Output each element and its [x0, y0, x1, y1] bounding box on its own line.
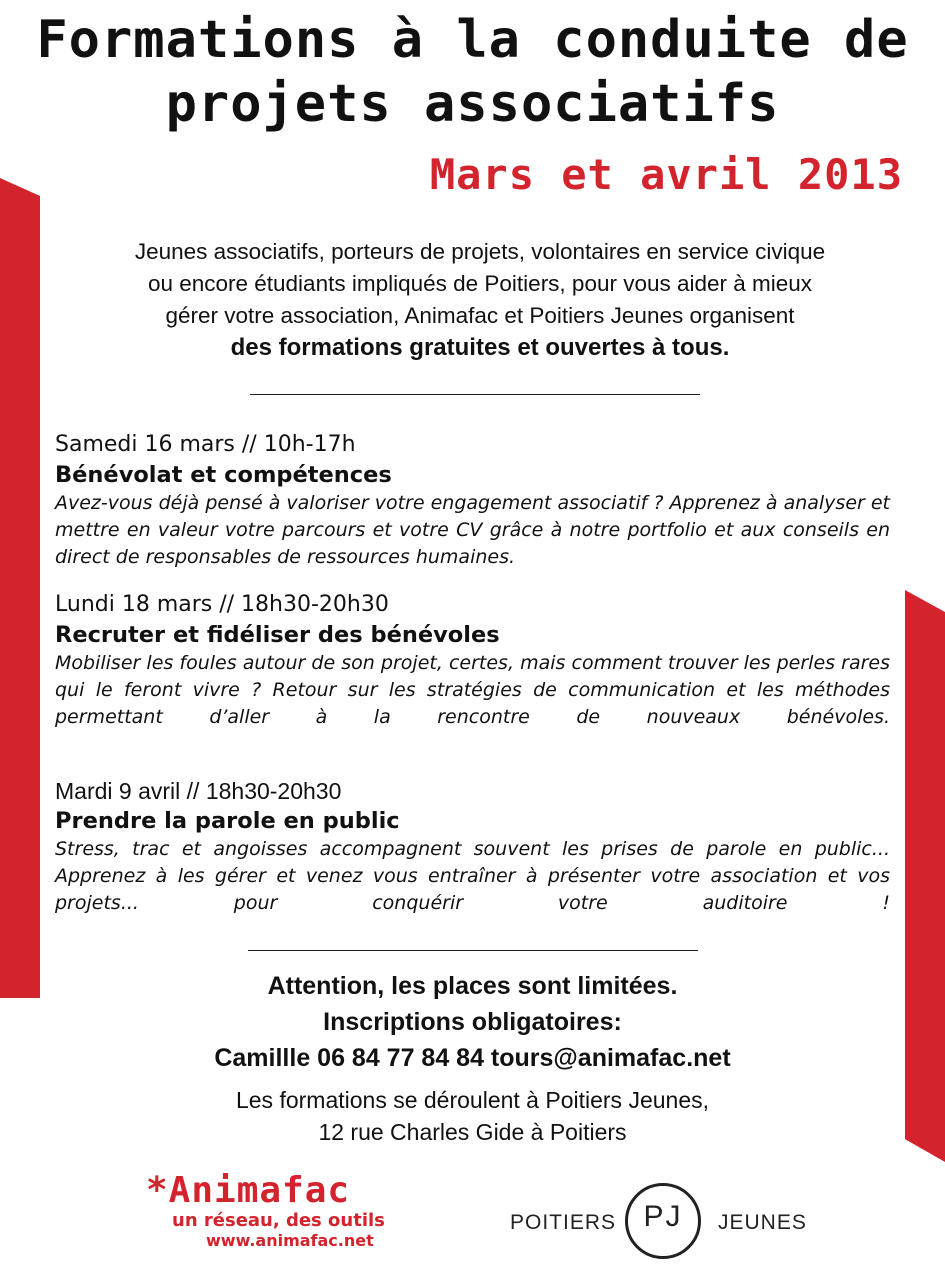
- session-2-description: Mobiliser les foules autour de son projet, certes, mais comment trouver les perles rares qui le feront vivre ? Retour sur les stratégies de communication et les méthodes permettant d’aller à la rencontre de nouveaux bénévoles.: [55, 652, 890, 728]
- session-3-topic: Prendre la parole en public: [55, 808, 400, 834]
- title-line-1: Formations à la conduite de: [36, 10, 909, 70]
- page-title: [0, 8, 945, 136]
- session-1-date: Samedi 16 mars // 10h-17h: [55, 432, 356, 457]
- animafac-logo-name: *Animafac: [146, 1170, 351, 1211]
- poitiers-jeunes-logo: [510, 1183, 810, 1259]
- venue-info: [0, 1084, 945, 1148]
- pj-logo-letters: PJ: [643, 1200, 683, 1233]
- session-2: [55, 590, 890, 731]
- session-3-date: Mardi 9 avril // 18h30-20h30: [55, 778, 342, 804]
- notice-line-2: Inscriptions obligatoires:: [323, 1008, 622, 1036]
- pj-logo-left-word: POITIERS: [510, 1211, 617, 1234]
- animafac-logo-url: www.animafac.net: [206, 1231, 374, 1250]
- intro-highlight: des formations gratuites et ouvertes à tous.: [230, 334, 730, 361]
- divider-top: [250, 394, 700, 395]
- session-2-date: Lundi 18 mars // 18h30-20h30: [55, 592, 389, 617]
- contact-line: Camillle 06 84 77 84 84 tours@animafac.net: [214, 1044, 731, 1072]
- venue-line-1: Les formations se déroulent à Poitiers Jeunes,: [235, 1087, 710, 1113]
- session-3: [55, 776, 890, 917]
- red-band-right: [905, 590, 945, 1162]
- animafac-logo-tagline: un réseau, des outils: [172, 1210, 385, 1231]
- session-2-topic: Recruter et fidéliser des bénévoles: [55, 622, 500, 648]
- title-line-2: projets associatifs: [165, 74, 780, 134]
- session-1-topic: Bénévolat et compétences: [55, 462, 392, 488]
- pj-logo-circle: [625, 1183, 701, 1259]
- registration-notice: [0, 968, 945, 1076]
- session-1-description: Avez-vous déjà pensé à valoriser votre engagement associatif ? Apprenez à analyser et mettre en valeur votre parcours et votre CV grâce à notre portfolio et aux conseils en direct de responsables de ressources humaines.: [55, 492, 891, 568]
- session-3-description: Stress, trac et angoisses accompagnent souvent les prises de parole en public... Apprenez à les gérer et venez vous entraîner à présenter votre association et vos projets... pour conquérir votre auditoire !: [55, 838, 890, 914]
- venue-line-2: 12 rue Charles Gide à Poitiers: [318, 1119, 627, 1145]
- intro-line-2: ou encore étudiants impliqués de Poitiers, pour vous aider à mieux: [147, 271, 813, 296]
- session-1: [55, 430, 890, 571]
- subtitle-date: Mars et avril 2013: [429, 150, 903, 199]
- animafac-logo: [146, 1172, 386, 1251]
- intro-line-3: gérer votre association, Animafac et Poitiers Jeunes organisent: [165, 303, 795, 328]
- divider-bottom: [248, 950, 698, 951]
- intro-line-1: Jeunes associatifs, porteurs de projets, volontaires en service civique: [134, 239, 826, 264]
- intro-paragraph: [50, 236, 910, 364]
- notice-line-1: Attention, les places sont limitées.: [267, 972, 678, 1000]
- pj-logo-right-word: JEUNES: [718, 1211, 807, 1234]
- red-band-left: [0, 178, 40, 998]
